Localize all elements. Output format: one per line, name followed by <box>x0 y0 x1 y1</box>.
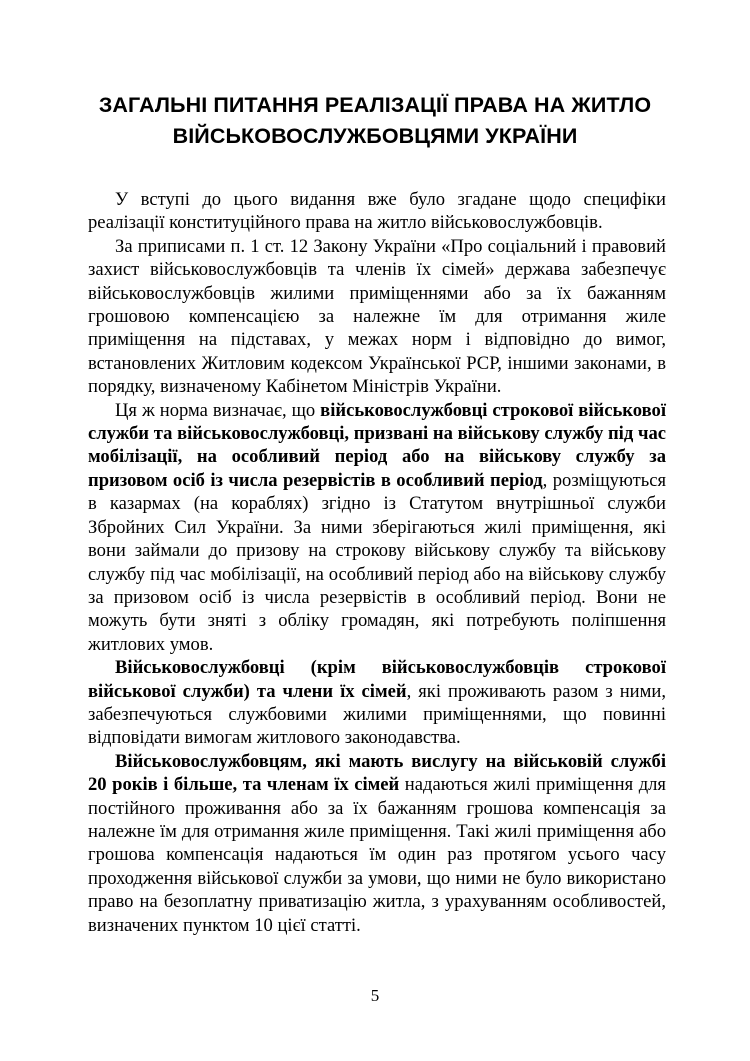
page-title-line-1: ЗАГАЛЬНІ ПИТАННЯ РЕАЛІЗАЦІЇ ПРАВА НА ЖИТЛО <box>98 93 652 117</box>
paragraph-5-bold: Військовослужбовцям, які мають вислугу на військовій службі 20 років і більше, та членам їх сімей <box>88 750 666 796</box>
paragraph-1: У вступі до цього видання вже було згадане щодо специфіки реалізації конституційного права на житло військовослужбовців. <box>88 189 666 234</box>
page-title-line-2: ВІЙСЬКОВОСЛУЖБОВЦЯМИ УКРАЇНИ <box>172 124 578 148</box>
page-title <box>80 90 670 152</box>
page-number: 5 <box>370 986 380 1005</box>
paragraph-4 <box>88 656 666 750</box>
paragraph-4-bold: Військовослужбовці (крім військовослужбовців строкової військової служби) та члени їх сімей <box>88 657 666 702</box>
paragraph-2: За приписами п. 1 ст. 12 Закону України «Про соціальний і правовий захист військовослужбовців та членів їх сімей» держава забезпечує військовослужбовців жилими приміщеннями або за їх бажанням грошовою компенсацією за належне їм для отримання жиле приміщення на підставах, у межах норм і відповідно до вимог, встановлених Житловим кодексом Української РСР, іншими законами, в порядку, визначеному Кабінетом Міністрів України. <box>88 235 666 398</box>
paragraph-3 <box>88 399 666 656</box>
paragraph-3-rest: , розміщуються в казармах (на кораблях) згідно із Статутом внутрішньої служби Збройних Сил України. За ними зберігаються жилі приміщення, які вони займали до призову на строкову військову службу та військову службу під час мобілізації, на особливий період або на військову службу за призовом осіб із числа резервістів в особливий період. Вони не можуть бути зняті з обліку громадян, які потребують поліпшення житлових умов. <box>88 469 666 655</box>
paragraph-3-bold: військовослужбовці строкової військової служби та військовослужбовці, призвані на військову службу під час мобілізації, на особливий період або на військову службу за призовом осіб із числа резервістів в особливий період <box>88 399 666 491</box>
document-body <box>88 188 666 937</box>
paragraph-5 <box>88 750 666 937</box>
paragraph-3-lead: Ця ж норма визначає, що <box>115 399 321 421</box>
paragraph-5-rest: надаються жилі приміщення для постійного проживання або за їх бажанням грошова компенсація за належне їм для отримання жиле приміщення. Такі жилі приміщення або грошова компенсація надаються їм один раз протягом усього часу проходження військової служби за умови, що ними не було використано право на безоплатну приватизацію житла, з урахуванням особливостей, визначених пунктом 10 цієї статті. <box>88 774 666 936</box>
paragraph-4-rest: , які проживають разом з ними, забезпечуються службовими жилими приміщеннями, що повинні відповідати вимогам житлового законодавства. <box>88 680 667 749</box>
